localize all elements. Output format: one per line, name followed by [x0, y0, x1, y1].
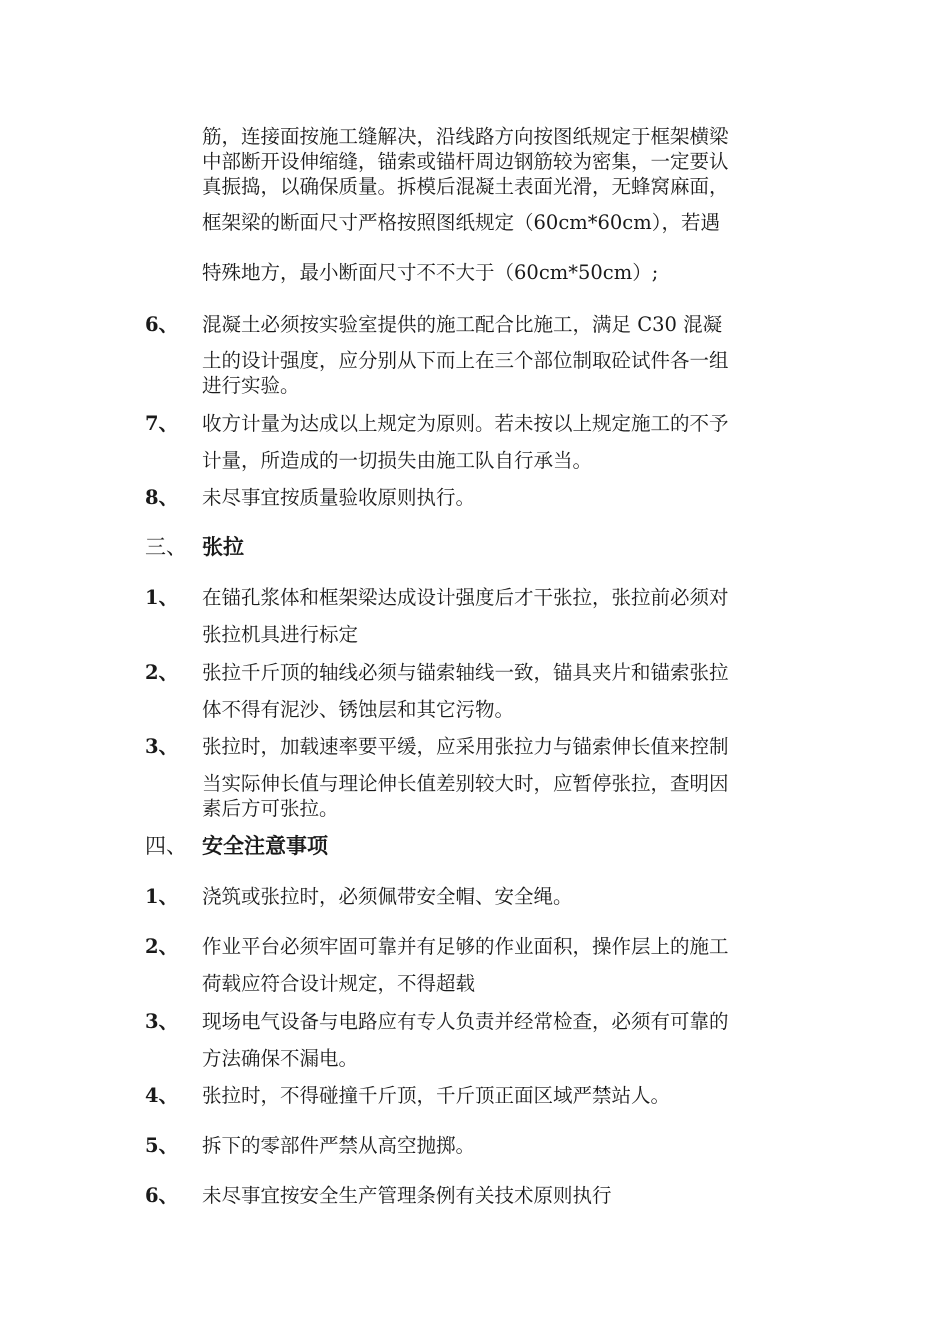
text-line: 进行实验。	[202, 374, 300, 397]
item-text	[202, 485, 812, 510]
text-line: 框架梁的断面尺寸严格按照图纸规定（60cm*60cm），若遇	[202, 211, 720, 234]
text-line: 作业平台必须牢固可靠并有足够的作业面积，操作层上的施工	[202, 935, 729, 958]
text-line: 现场电气设备与电路应有专人负责并经常检查，必须有可靠的	[202, 1010, 729, 1033]
item-text	[202, 734, 812, 821]
text-line: 拆下的零部件严禁从高空抛掷。	[202, 1134, 476, 1157]
item-text	[202, 585, 812, 647]
text-line: 体不得有泥沙、锈蚀层和其它污物。	[202, 698, 515, 721]
continuation-line	[202, 210, 810, 235]
item-number: 2、	[145, 935, 179, 958]
text-line: 在锚孔浆体和框架梁达成设计强度后才干张拉，张拉前必须对	[202, 586, 729, 609]
text-line: 张拉时，不得碰撞千斤顶，千斤顶正面区域严禁站人。	[202, 1084, 671, 1107]
item-text	[202, 1133, 812, 1158]
item-number: 5、	[145, 1134, 179, 1157]
text-line: 混凝土必须按实验室提供的施工配合比施工，满足 C30 混凝	[202, 313, 723, 336]
item-number: 6、	[145, 313, 179, 336]
section-title: 安全注意事项	[202, 834, 328, 858]
text-line: 荷载应符合设计规定，不得超载	[202, 972, 476, 995]
text-line: 真振捣，以确保质量。拆模后混凝土表面光滑，无蜂窝麻面，	[202, 175, 729, 198]
item-text	[202, 1083, 812, 1108]
text-line: 计量，所造成的一切损失由施工队自行承当。	[202, 449, 593, 472]
item-number: 6、	[145, 1184, 179, 1207]
text-line: 土的设计强度，应分别从下而上在三个部位制取砼试件各一组	[202, 349, 729, 372]
text-line: 张拉千斤顶的轴线必须与锚索轴线一致，锚具夹片和锚索张拉	[202, 661, 729, 684]
item-number: 1、	[145, 586, 179, 609]
text-line: 特殊地方，最小断面尺寸不不大于（60cm*50cm）;	[202, 261, 659, 284]
item-text	[202, 884, 812, 909]
item-number: 2、	[145, 661, 179, 684]
item-number: 3、	[145, 735, 179, 758]
item-number: 3、	[145, 1010, 179, 1033]
section-number: 三、	[145, 535, 187, 559]
text-line: 中部断开设伸缩缝，锚索或锚杆周边钢筋较为密集，一定要认	[202, 150, 729, 173]
item-text	[202, 411, 812, 473]
text-line: 张拉机具进行标定	[202, 623, 359, 646]
text-line: 当实际伸长值与理论伸长值差别较大时，应暂停张拉，查明因	[202, 772, 729, 795]
continuation-line	[202, 260, 810, 285]
item-number: 8、	[145, 486, 179, 509]
item-text	[202, 1009, 812, 1071]
text-line: 素后方可张拉。	[202, 797, 339, 820]
text-line: 方法确保不漏电。	[202, 1047, 359, 1070]
item-text	[202, 1183, 812, 1208]
item-text	[202, 312, 812, 398]
section-number: 四、	[145, 834, 187, 858]
text-line: 筋，连接面按施工缝解决，沿线路方向按图纸规定于框架横梁	[202, 125, 729, 148]
text-line: 未尽事宜按安全生产管理条例有关技术原则执行	[202, 1184, 612, 1207]
item-number: 4、	[145, 1084, 179, 1107]
text-line: 张拉时，加载速率要平缓，应采用张拉力与锚索伸长值来控制	[202, 735, 729, 758]
text-line: 收方计量为达成以上规定为原则。若未按以上规定施工的不予	[202, 412, 729, 435]
continuation-paragraph	[202, 124, 810, 199]
text-line: 浇筑或张拉时，必须佩带安全帽、安全绳。	[202, 885, 573, 908]
text-line: 未尽事宜按质量验收原则执行。	[202, 486, 476, 509]
item-text	[202, 660, 812, 722]
item-number: 1、	[145, 885, 179, 908]
item-number: 7、	[145, 412, 179, 435]
section-title: 张拉	[202, 535, 244, 559]
item-text	[202, 934, 812, 996]
